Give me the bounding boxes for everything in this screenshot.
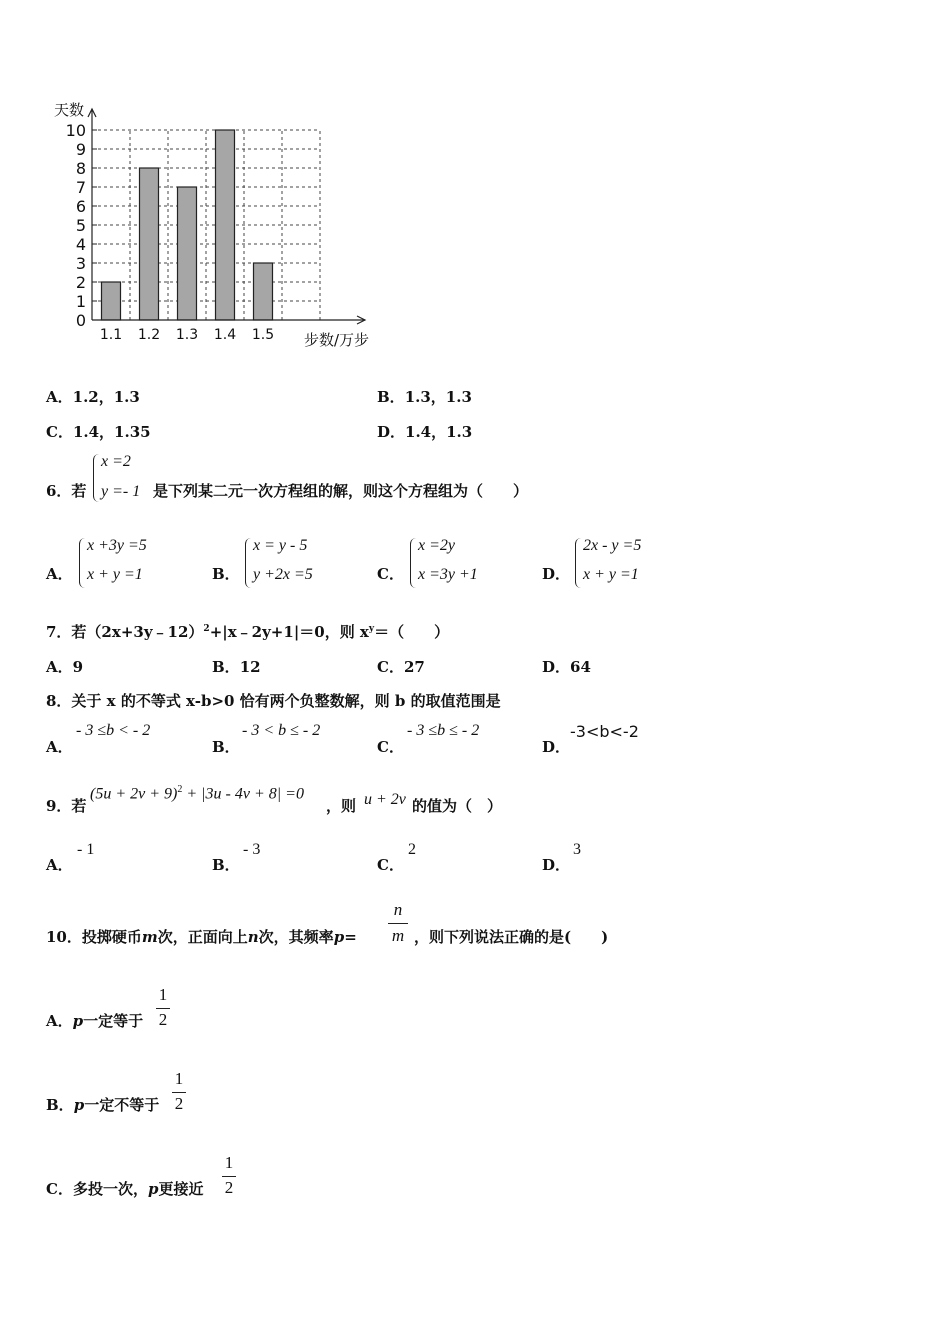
option-line2: x =3y +1 [418, 566, 478, 583]
option-brace [79, 538, 86, 588]
bar-chart [40, 95, 385, 355]
option-brace [410, 538, 417, 588]
q8-option-a[interactable] [46, 722, 206, 756]
q6-sys-line2: y =- 1 [101, 483, 141, 500]
option-text: 1.4，1.3 [405, 423, 473, 441]
option-value: 3 [573, 841, 581, 858]
q9-expr: (5u + 2v + 9) [90, 785, 178, 803]
option-line1: x =2y [418, 537, 455, 554]
q9-sup: 2 [177, 784, 183, 795]
option-p: p [72, 1012, 84, 1030]
chart-grid [92, 130, 320, 320]
option-value: - 3 [243, 841, 261, 858]
option-label: B． [46, 1096, 74, 1114]
q6-text: 是下列某二元一次方程组的解，则这个方程组为（ ） [153, 482, 529, 500]
fraction-den: 2 [158, 1010, 168, 1029]
option-label: C． [377, 738, 404, 756]
option-value: 64 [570, 658, 591, 676]
x-tick-label: 1.4 [213, 327, 237, 343]
option-label: C． [377, 658, 404, 676]
q5-option-a[interactable] [46, 386, 140, 407]
y-axis-title: 天数 [54, 101, 85, 119]
option-value: 9 [72, 658, 84, 676]
q6-sys-line1: x =2 [101, 453, 131, 470]
q10-option-b[interactable] [46, 1069, 346, 1119]
option-value: 27 [403, 658, 425, 676]
fraction-bar [222, 1176, 236, 1177]
q9-option-a[interactable] [46, 840, 206, 874]
q9-number: 9．若 [46, 797, 87, 815]
option-label: A． [46, 738, 73, 756]
y-tick-label: 8 [75, 159, 86, 178]
y-tick-label: 9 [75, 140, 86, 159]
y-tick-label: 1 [75, 292, 86, 311]
option-line2: y +2x =5 [253, 566, 313, 583]
q9-target: u + 2v [364, 791, 406, 808]
q10-text-a: 10．投掷硬币 [46, 928, 142, 946]
bar [102, 282, 121, 320]
q6-option-c[interactable] [377, 535, 537, 593]
q10-frac-den: m [391, 926, 405, 945]
option-value: 2 [408, 841, 416, 858]
option-text: 1.4，1.35 [72, 423, 151, 441]
option-label: A． [46, 388, 73, 406]
option-line1: 2x - y =5 [583, 537, 642, 554]
x-tick-label: 1.2 [137, 327, 161, 343]
q10-stem [46, 926, 357, 947]
q6-option-d[interactable] [542, 535, 702, 593]
option-text: 一定不等于 [84, 1096, 160, 1114]
y-tick-label: 5 [75, 216, 86, 235]
q5-option-b[interactable] [377, 386, 472, 407]
q10-eq: = [344, 928, 357, 946]
fraction-num: 1 [158, 985, 168, 1004]
fraction-den: 2 [224, 1178, 234, 1197]
q7-option-a[interactable] [46, 656, 83, 677]
option-label: D． [542, 856, 571, 874]
q8-option-b[interactable] [212, 722, 372, 756]
option-value: - 3 ≤b < - 2 [76, 722, 151, 739]
bar [178, 187, 197, 320]
q10-n: n [247, 928, 259, 946]
q7-text-a: 7．若（2x+3y﹣12） [46, 623, 204, 641]
option-label: C． [377, 856, 404, 874]
option-label: A． [46, 1012, 73, 1030]
bar [216, 130, 235, 320]
q7-option-c[interactable] [377, 656, 425, 677]
q10-text-b: 次，正面向上 [157, 928, 248, 946]
option-value: - 3 ≤b ≤ - 2 [407, 722, 480, 739]
option-label: B． [212, 856, 240, 874]
fraction-num: 1 [174, 1069, 184, 1088]
option-fraction [172, 1069, 186, 1117]
y-tick-label: 7 [75, 178, 86, 197]
q9-option-b[interactable] [212, 840, 372, 874]
option-label: D． [377, 423, 406, 441]
option-label: D． [542, 658, 571, 676]
bar [140, 168, 159, 320]
y-tick-label: 10 [65, 121, 86, 140]
q9-option-c[interactable] [377, 840, 537, 874]
option-fraction [156, 985, 170, 1033]
x-tick-label: 1.1 [99, 327, 123, 343]
y-tick-label: 6 [75, 197, 86, 216]
question-10 [46, 898, 746, 948]
option-brace [245, 538, 252, 588]
q6-option-b[interactable] [212, 535, 372, 593]
y-tick-label: 3 [75, 254, 86, 273]
option-label: A． [46, 658, 73, 676]
q6-option-a[interactable] [46, 535, 206, 593]
x-tick-label: 1.3 [175, 327, 199, 343]
q9-mid: ，则 [326, 797, 357, 815]
option-label: C． [46, 1180, 73, 1198]
question-9 [46, 784, 746, 814]
q7-text-c: ＝（ ） [374, 623, 450, 641]
option-text: 一定等于 [83, 1012, 144, 1030]
q10-fraction [388, 898, 408, 948]
fraction-bar [156, 1008, 170, 1009]
fraction-num: 1 [224, 1153, 234, 1172]
fraction-bar [172, 1092, 186, 1093]
q8-option-d[interactable] [542, 722, 702, 756]
q9-expr2: + |3u - 4v + 8| =0 [182, 785, 304, 803]
option-value: - 1 [77, 841, 95, 858]
question-6 [46, 450, 926, 510]
y-tick-label: 4 [75, 235, 86, 254]
option-value: 12 [239, 658, 261, 676]
x-tick-label: 1.5 [251, 327, 275, 343]
option-p: p [147, 1180, 159, 1198]
y-tick-label: 2 [75, 273, 86, 292]
option-label: B． [212, 658, 240, 676]
q10-option-c[interactable] [46, 1153, 346, 1203]
q7-sup: 2 [203, 624, 210, 634]
fraction-den: 2 [174, 1094, 184, 1113]
q5-option-c[interactable] [46, 421, 151, 442]
option-fraction [222, 1153, 236, 1201]
q7-option-d[interactable] [542, 656, 591, 677]
y-tick-label: 0 [75, 311, 86, 330]
q7-sup2: y [368, 624, 375, 634]
bar [254, 263, 273, 320]
q10-option-a[interactable] [46, 985, 346, 1035]
option-brace [575, 538, 582, 588]
q7-option-b[interactable] [212, 656, 261, 677]
option-text: 更接近 [158, 1180, 204, 1198]
option-label: C． [377, 565, 404, 583]
q8-option-c[interactable] [377, 722, 537, 756]
option-p: p [73, 1096, 85, 1114]
option-label: A． [46, 856, 73, 874]
q7-text-b: +|x﹣2y+1|＝0，则 x [209, 623, 369, 641]
chart-bars [102, 130, 273, 320]
q5-option-d[interactable] [377, 421, 472, 442]
option-label: B． [212, 565, 240, 583]
option-line2: x + y =1 [583, 566, 639, 583]
option-prefix: 多投一次， [72, 1180, 148, 1198]
option-label: D． [542, 738, 571, 756]
option-label: C． [46, 423, 73, 441]
fraction-bar [388, 923, 408, 924]
option-line1: x = y - 5 [253, 537, 308, 554]
x-axis-title: 步数/万步 [304, 331, 370, 349]
option-label: D． [542, 565, 571, 583]
q10-p: p [333, 928, 345, 946]
q10-text-c: 次，其频率 [258, 928, 334, 946]
question-8: 8．关于 x 的不等式 x-b>0 恰有两个负整数解，则 b 的取值范围是 [46, 692, 501, 710]
option-line2: x + y =1 [87, 566, 143, 583]
option-label: A． [46, 565, 73, 583]
option-text-group [46, 1094, 159, 1115]
option-text: 1.3，1.3 [404, 388, 472, 406]
option-value: - 3 < b ≤ - 2 [242, 722, 321, 739]
q9-end: 的值为（ ） [412, 797, 503, 815]
option-text-group [46, 1010, 143, 1031]
option-line1: x +3y =5 [87, 537, 147, 554]
option-value: -3<b<-2 [570, 722, 639, 741]
q10-frac-num: n [393, 900, 403, 919]
question-7 [46, 621, 449, 642]
option-label: B． [212, 738, 240, 756]
option-text: 1.2，1.3 [72, 388, 140, 406]
q10-m: m [141, 928, 158, 946]
q9-expression [90, 784, 304, 803]
option-label: B． [377, 388, 405, 406]
q9-option-d[interactable] [542, 840, 702, 874]
option-text-group [46, 1178, 203, 1199]
q10-text-d: ，则下列说法正确的是( ) [414, 928, 609, 946]
q6-brace [93, 454, 100, 502]
q6-number: 6．若 [46, 482, 87, 500]
